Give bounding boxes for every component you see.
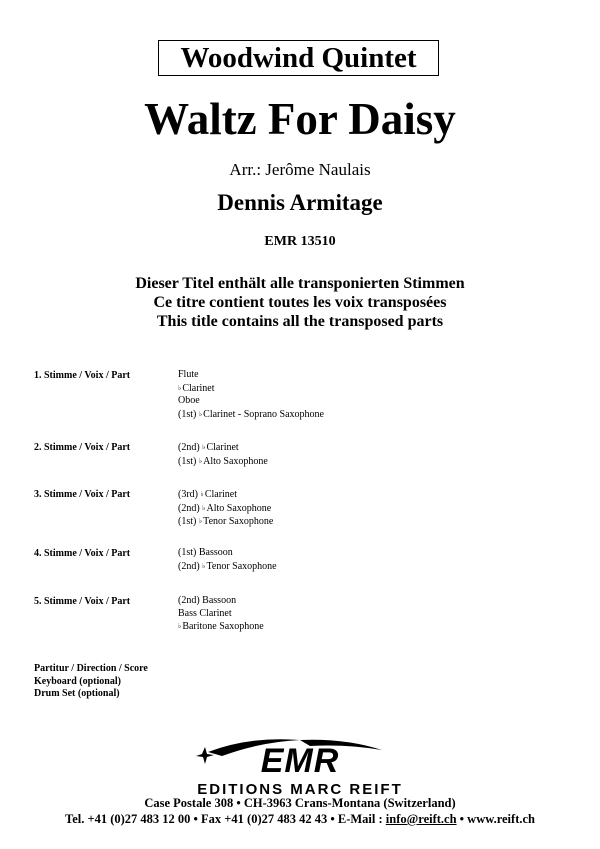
flat-sign-icon: ♭ xyxy=(198,409,203,418)
instrument-name: Clarinet xyxy=(206,442,239,453)
notice-german: Dieser Titel enthält alle transponierten Stimmen xyxy=(135,275,465,292)
part-1-label: 1. Stimme / Voix / Part xyxy=(34,370,131,381)
part-3-label: 3. Stimme / Voix / Part xyxy=(34,489,131,500)
instrument-position: (1st) xyxy=(178,516,199,527)
extras-list xyxy=(34,663,148,701)
instrument-line xyxy=(178,608,264,621)
instrument-name: Alto Saxophone xyxy=(203,455,268,467)
instrument-position: (2nd) xyxy=(178,560,203,572)
instrument-name: Baritone Saxophone xyxy=(182,621,264,632)
instrument-position: (2nd) xyxy=(178,595,203,606)
instrument-name: Oboe xyxy=(178,395,200,406)
instrument-name: Tenor Saxophone xyxy=(203,516,274,527)
notice-french: Ce titre contient toutes les voix transposées xyxy=(153,294,447,311)
contact-website[interactable]: • www.reift.ch xyxy=(456,812,535,826)
flat-sign-icon: ♭ xyxy=(200,490,204,498)
part-2-label: 2. Stimme / Voix / Part xyxy=(34,442,131,453)
email-link[interactable]: info@reift.ch xyxy=(385,812,457,826)
publisher-address: Case Postale 308 • CH-3963 Crans-Montana (Switzerland) xyxy=(144,796,456,810)
part-1-instruments xyxy=(178,369,324,421)
piece-title: Waltz For Daisy xyxy=(144,94,456,144)
instrument-line xyxy=(178,369,324,382)
logo-emr-text: EMR xyxy=(260,742,340,780)
instrument-line xyxy=(178,488,273,502)
instrument-line xyxy=(178,441,268,455)
instrument-position: (3rd) xyxy=(178,489,201,500)
contact-phone-fax: Tel. +41 (0)27 483 12 00 • Fax +41 (0)27 483 42 43 • E-Mail : xyxy=(65,812,386,826)
publisher-contact xyxy=(0,812,600,827)
part-4-label: 4. Stimme / Voix / Part xyxy=(34,548,131,559)
instrument-line xyxy=(178,395,324,408)
instrument-line xyxy=(178,547,277,560)
instrument-line xyxy=(178,502,273,516)
flat-sign-icon: ♭ xyxy=(198,456,203,465)
category-box xyxy=(158,40,439,76)
instrument-line xyxy=(178,595,264,608)
part-5-label: 5. Stimme / Voix / Part xyxy=(34,596,131,607)
flat-sign-icon: ♭ xyxy=(178,622,182,630)
composer-name: Dennis Armitage xyxy=(217,190,383,215)
instrument-line xyxy=(178,560,277,574)
extra-drum-set: Drum Set (optional) xyxy=(34,688,120,699)
instrument-name: Bassoon xyxy=(202,595,237,606)
instrument-name: Clarinet - Soprano Saxophone xyxy=(203,408,324,420)
extra-keyboard: Keyboard (optional) xyxy=(34,675,121,687)
notice-english: This title contains all the transposed parts xyxy=(156,313,444,330)
flat-sign-icon: ♭ xyxy=(178,383,182,392)
instrument-line xyxy=(178,620,264,634)
category-label: Woodwind Quintet xyxy=(180,42,417,74)
catalog-number: EMR 13510 xyxy=(264,234,336,249)
part-5-instruments xyxy=(178,595,264,634)
instrument-name: Clarinet xyxy=(182,382,215,394)
instrument-name: Clarinet xyxy=(204,489,238,500)
extra-score: Partitur / Direction / Score xyxy=(34,663,148,674)
instrument-line xyxy=(178,382,324,396)
instrument-name: Alto Saxophone xyxy=(206,502,272,514)
instrument-line xyxy=(178,408,324,422)
instrument-position: (2nd) xyxy=(178,502,203,514)
arranger-credit: Arr.: Jerôme Naulais xyxy=(229,160,371,179)
instrument-name: Tenor Saxophone xyxy=(206,560,277,572)
flat-sign-icon: ♭ xyxy=(202,503,206,512)
star-icon xyxy=(196,747,214,764)
instrument-line xyxy=(178,455,268,469)
part-4-instruments xyxy=(178,547,277,573)
instrument-position: (1st) xyxy=(178,455,199,467)
instrument-name: Bass Clarinet xyxy=(178,607,232,619)
instrument-name: Bassoon xyxy=(198,547,233,558)
flat-sign-icon: ♭ xyxy=(198,517,203,525)
instrument-line xyxy=(178,515,273,529)
instrument-position: (1st) xyxy=(178,547,199,558)
instrument-name: Flute xyxy=(178,369,199,380)
publisher-logo xyxy=(150,734,450,798)
logo-publisher-name: EDITIONS MARC REIFT xyxy=(197,781,403,798)
flat-sign-icon: ♭ xyxy=(202,443,206,451)
part-2-instruments xyxy=(178,441,268,468)
instrument-position: (2nd) xyxy=(178,442,203,453)
flat-sign-icon: ♭ xyxy=(202,561,206,570)
part-3-instruments xyxy=(178,488,273,529)
instrument-position: (1st) xyxy=(178,408,199,420)
